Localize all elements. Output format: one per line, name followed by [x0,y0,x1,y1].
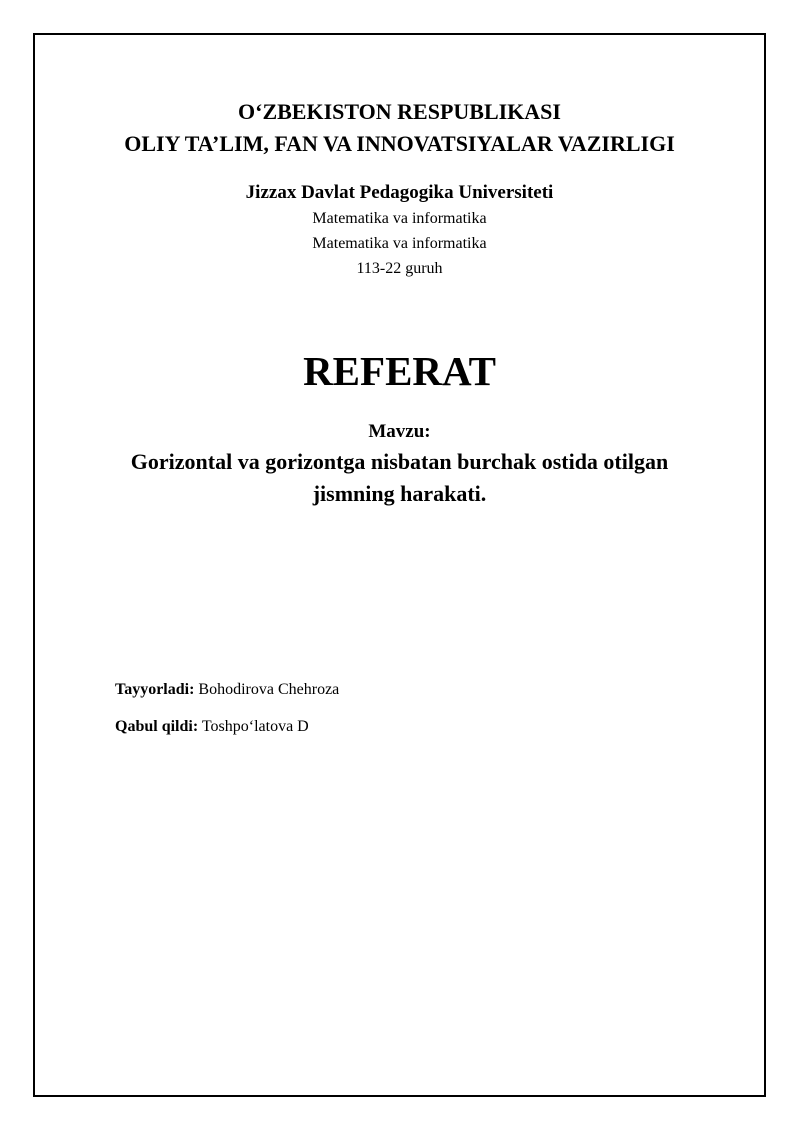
accepted-by [115,716,309,738]
accepted-by-value: Toshpo‘latova D [201,718,309,735]
prepared-by-value: Bohodirova Chehroza [198,681,340,698]
specialty-name: Matematika va informatika [312,235,487,252]
university-name: Jizzax Davlat Pedagogika Universiteti [245,182,554,203]
document-type-title: REFERAT [303,348,496,394]
topic-title-line-1: Gorizontal va gorizontga nisbatan burchak ostida otilgan [130,449,669,474]
prepared-by-label: Tayyorladi: [115,681,195,698]
republic-heading: O‘ZBEKISTON RESPUBLIKASI [238,99,561,124]
topic-title-line-2: jismning harakati. [312,481,487,506]
accepted-by-label: Qabul qildi: [115,718,199,735]
prepared-by [115,679,339,701]
topic-label: Mavzu: [368,421,431,442]
group-name: 113-22 guruh [356,260,443,277]
faculty-name: Matematika va informatika [312,210,487,227]
ministry-heading: OLIY TA’LIM, FAN VA INNOVATSIYALAR VAZIRLIGI [124,131,675,156]
